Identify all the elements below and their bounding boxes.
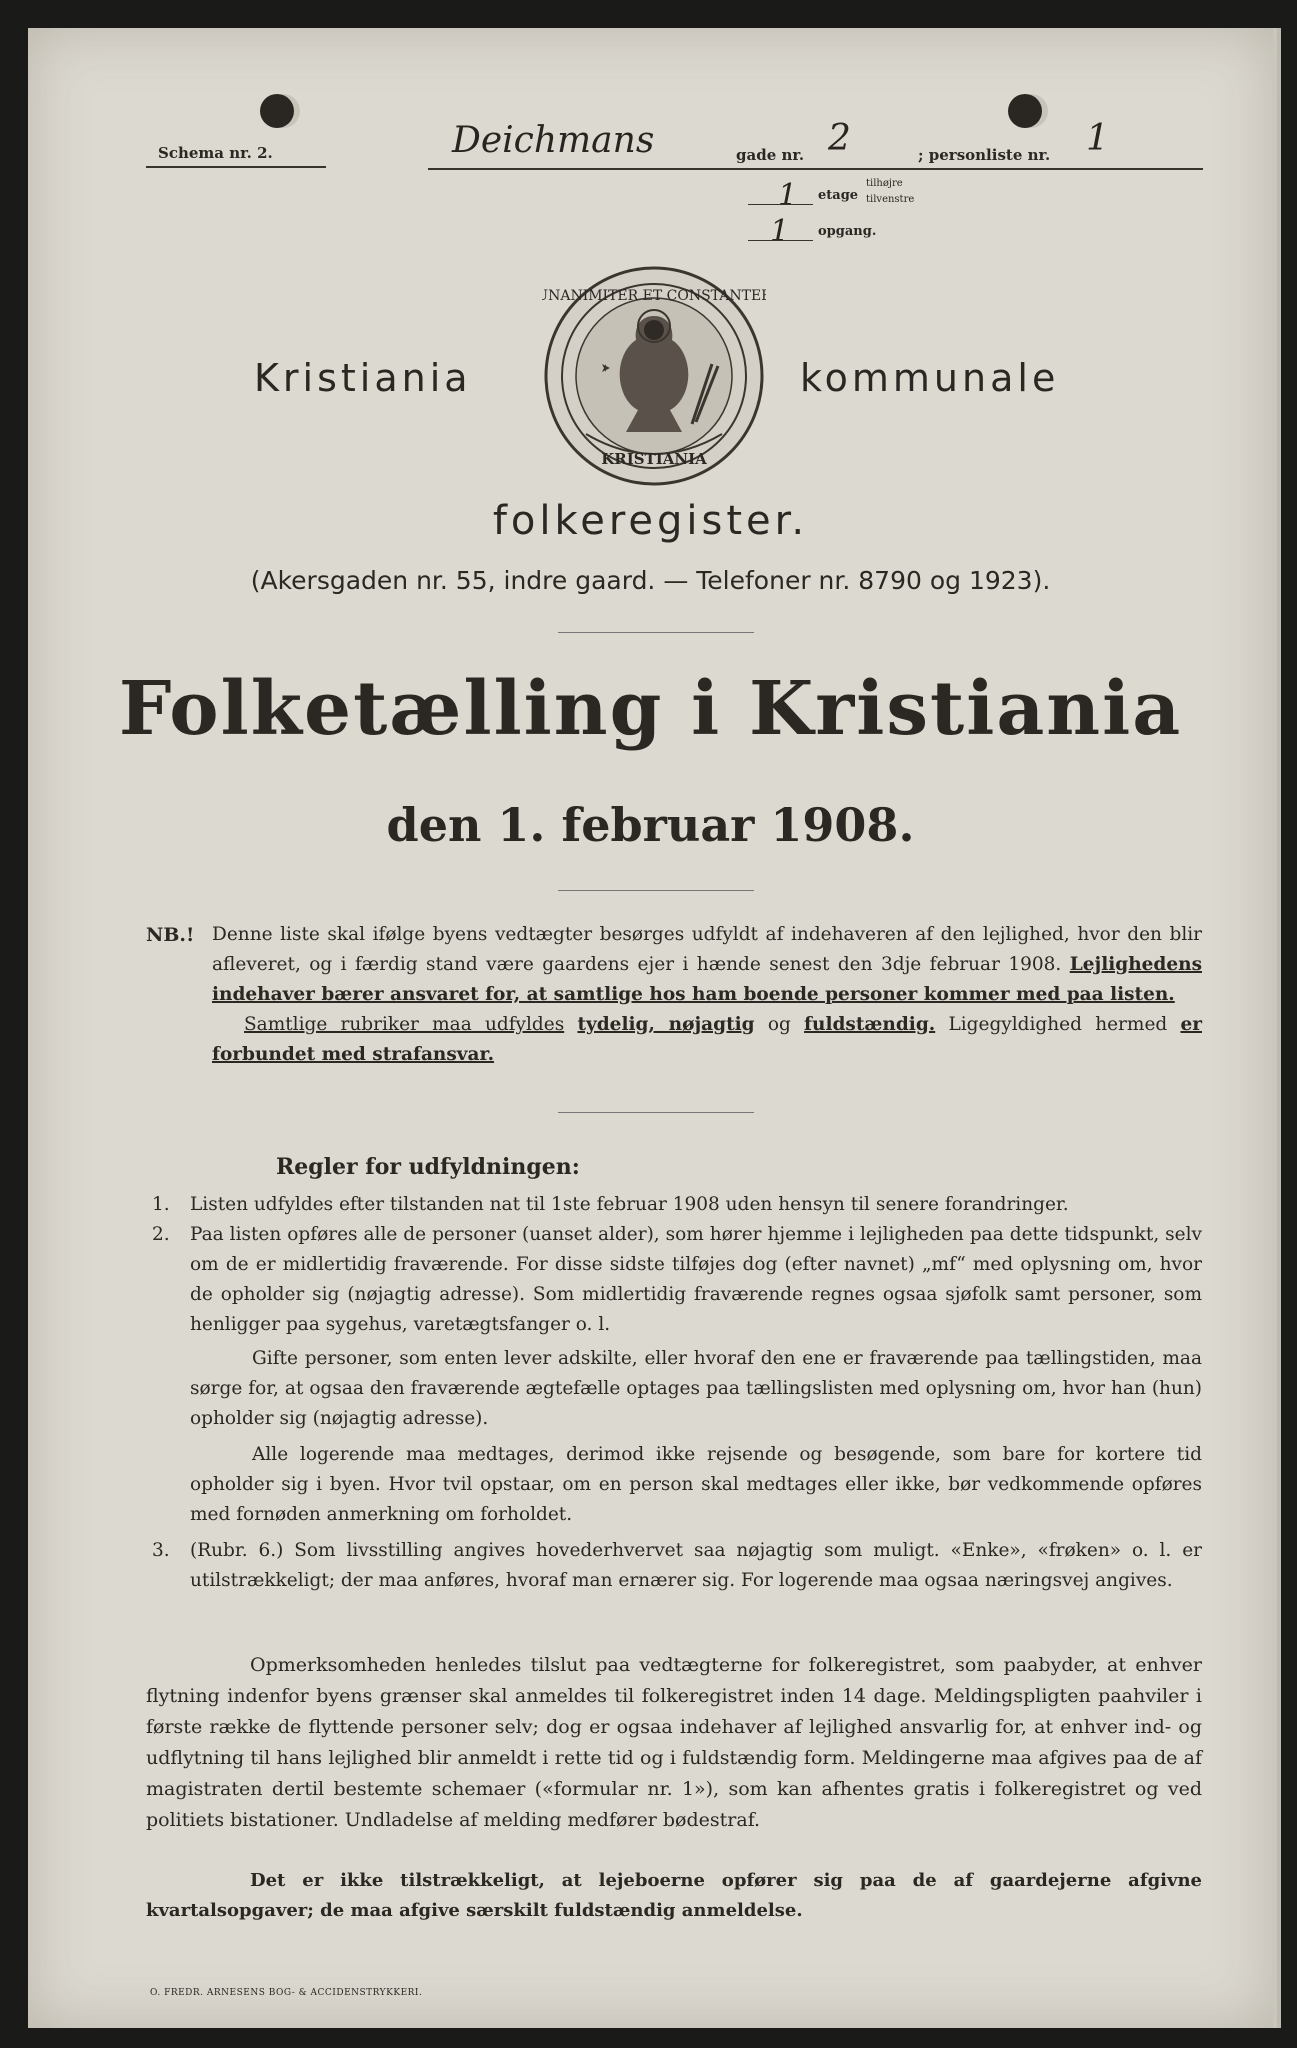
etage-tilhoire: tilhøjre [866,178,903,189]
rule-2-number: 2. [152,1224,170,1245]
nb-bold-1: Lejlighedens indehaver bærer ansvaret for, at samtlige hos ham boende personer kommer med paa listen. [212,954,1202,1005]
street-name-handwritten: Deichmans [452,120,655,161]
title-date: den 1. februar 1908. [386,798,915,852]
institution-line2: folkeregister. [492,498,809,544]
document-sheet [28,28,1273,2028]
punch-hole-left [260,94,294,128]
nb-text-2c: Ligegyldighed hermed [948,1014,1168,1035]
institution-address: (Akersgaden nr. 55, indre gaard. — Telefoner nr. 8790 og 1923). [250,566,1051,595]
rule-3-text: (Rubr. 6.) Som livsstilling angives hovederhvervet saa nøjagtig som muligt. «Enke», «frøken» o. l. er utilstrækkeligt; der maa anføres, hvoraf man ernærer sig. For logerende maa ogsaa næringsvej angives. [190,1540,1202,1591]
rule-2-lodgers: Alle logerende maa medtages, derimod ikke rejsende og besøgende, som bare for kortere tid opholder sig i byen. Hvor tvil opstaar, om en person skal medtages eller ikke, bør vedkommende opføres med fornøden anmerkning om forholdet. [190,1444,1202,1525]
notice-paragraph-2: Det er ikke tilstrækkeligt, at lejeboerne opfører sig paa de af gaardejerne afgivne kvartalsopgaver; de maa afgive særskilt fuldstændig anmeldelse. [146,1870,1202,1921]
nb-text-2b: og [767,1014,791,1035]
etage-tilvenstre: tilvenstre [866,194,915,205]
divider-1 [558,632,754,633]
city-seal [542,264,766,488]
main-title: Folketælling i Kristiania [118,666,1183,752]
institution-left-word: Kristiania [254,356,472,400]
nb-text-2a: Samtlige rubriker maa udfyldes [244,1014,565,1035]
opgang-number-handwritten: 1 [770,214,790,249]
rule-1-text: Listen udfyldes efter tilstanden nat til 1ste februar 1908 uden hensyn til senere forandringer. [190,1194,1069,1215]
rule-3-number: 3. [152,1540,170,1561]
rule-2-text: Paa listen opføres alle de personer (uanset alder), som hører hjemme i lejligheden paa dette tidspunkt, selv om de er midlertidig fraværende. For disse sidste tilføjes dog (efter navnet) „mf“ med oplysning om, hvor de opholder sig (nøjagtig adresse). Som midlertidig fraværende regnes ogsaa sjøfolk samt personer, som henligger paa sygehus, varetægtsfanger o. l. [190,1224,1202,1335]
nb-bold-2a: tydelig, nøjagtig [577,1014,755,1035]
personliste-number-handwritten: 1 [1086,118,1109,159]
schema-underline [146,166,326,168]
personliste-label: ; personliste nr. [918,146,1051,164]
opgang-underline [748,240,813,241]
nb-paragraph [212,920,1202,1010]
printer-imprint: O. FREDR. ARNESENS BOG- & ACCIDENSTRYKKERI. [150,1988,423,1998]
nb-bold-2b: fuldstændig. [804,1014,936,1035]
rules-heading: Regler for udfyldningen: [276,1154,580,1180]
institution-right-word: kommunale [800,356,1060,400]
nb-label: NB.! [146,924,195,946]
nb-bold-2c: er forbundet med strafansvar. [212,1014,1202,1065]
divider-2 [558,890,754,891]
nb-paragraph-2 [212,1010,1202,1070]
nb-text-1: Denne liste skal ifølge byens vedtægter besørges udfyldt af indehaveren af den lejlighed, hvor den blir afleveret, og i færdig stand være gaardens ejer i hænde senest den 3dje februar 1908. [212,924,1202,975]
etage-number-handwritten: 1 [778,178,798,213]
seal-motto: UNANIMITER ET CONSTANTER [542,288,766,304]
rule-1-number: 1. [152,1194,170,1215]
divider-3 [558,1112,754,1113]
gade-label: gade nr. [736,146,805,164]
opgang-label: opgang. [818,224,877,239]
notice-paragraph: Opmerksomheden henledes tilslut paa vedtægterne for folkeregistret, som paabyder, at enhver flytning indenfor byens grænser skal anmeldes til folkeregistret inden 14 dage. Meldingspligten paahviler i første række de flyttende personer selv; dog er ogsaa indehaver af lejlighed ansvarlig for, at enhver ind- og udflytning til hans lejlighed blir anmeldt i rette tid og i fuldstændig form. Meldingerne maa afgives paa de af magistraten dertil bestemte schemaer («formular nr. 1»), som kan afhentes gratis i folkeregistret og ved politiets bistationer. Undladelse af melding medfører bødestraf. [146,1654,1202,1831]
etage-label: etage [818,188,859,203]
gade-number-handwritten: 2 [828,118,851,159]
etage-underline [748,204,813,205]
seal-city: KRISTIANIA [601,450,707,468]
rule-2-married: Gifte personer, som enten lever adskilte, eller hvoraf den ene er fraværende paa tællingstiden, maa sørge for, at ogsaa den fraværende ægtefælle optages paa tællingslisten med oplysning om, hvor han (hun) opholder sig (nøjagtig adresse). [190,1348,1202,1429]
schema-label: Schema nr. 2. [158,144,273,162]
punch-hole-right [1008,94,1042,128]
header-underline [428,168,1203,170]
